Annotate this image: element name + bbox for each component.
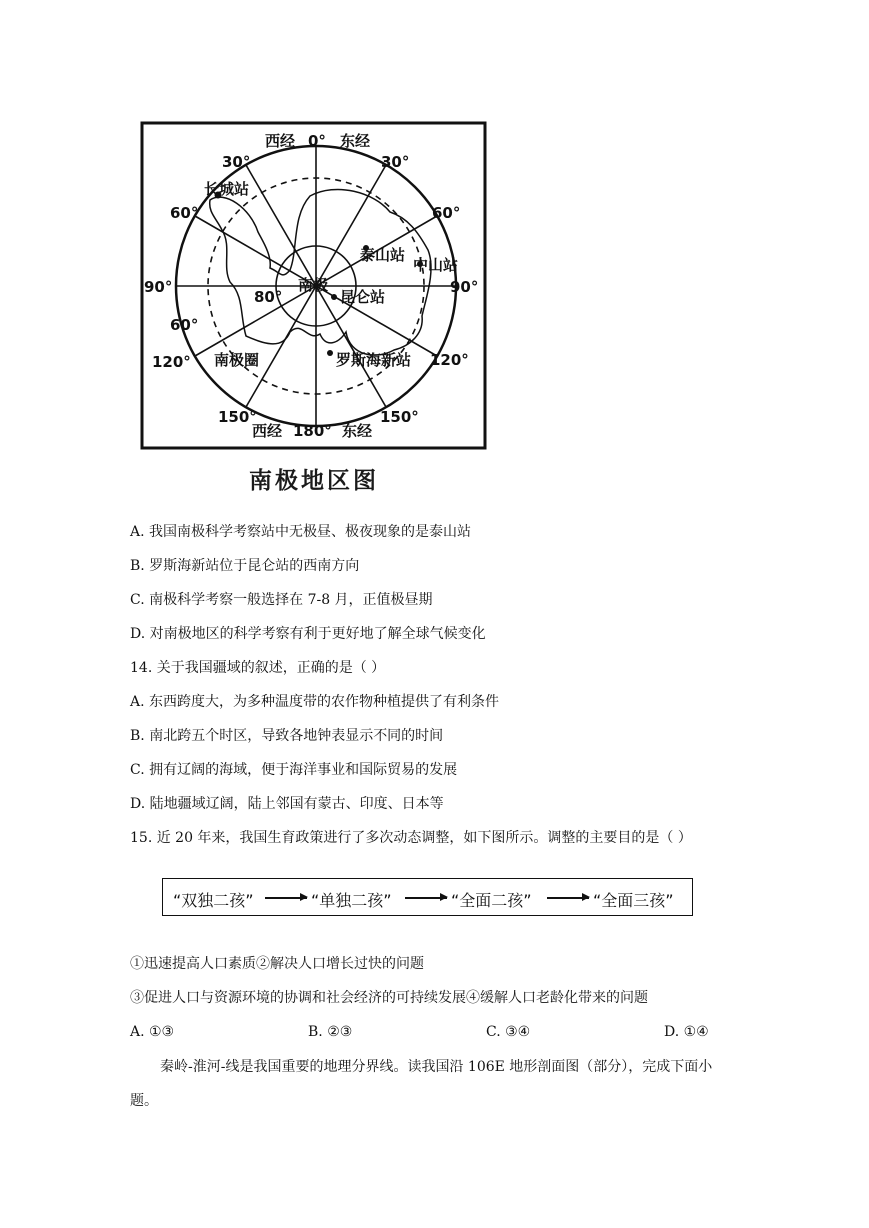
lon90-right-label: 90° (450, 278, 479, 296)
antarctic-circle-label: 南极圈 (214, 351, 260, 369)
flow-step-1: “双独二孩” (173, 891, 254, 910)
flow-step-4: “全面三孩” (593, 891, 674, 910)
q13-option-c: C. 南极科学考察一般选择在 7-8 月，正值极昼期 (130, 592, 433, 608)
lon150-left-label: 150° (218, 408, 257, 426)
q15-statement-1: ①迅速提高人口素质②解决人口增长过快的问题 (130, 956, 424, 972)
lon30-right-label: 30° (381, 153, 410, 171)
q15-option-d: D. ①④ (664, 1024, 709, 1040)
antarctic-map (140, 120, 488, 450)
bottom-east-label: 东经 (342, 422, 373, 440)
lon90-left-label: 90° (144, 278, 173, 296)
q14-option-c: C. 拥有辽阔的海域，便于海洋事业和国际贸易的发展 (130, 762, 458, 778)
section-intro-paragraph: 秦岭-淮河-线是我国重要的地理分界线。读我国沿 106E 地形剖面图（部分），完成下面小题。 (130, 1059, 713, 1109)
q13-option-d: D. 对南极地区的科学考察有利于更好地了解全球气候变化 (130, 626, 486, 642)
flow-arrow-3 (547, 897, 589, 899)
lat80-label: 80° (254, 288, 283, 306)
kunlun-label: 昆仑站 (340, 288, 386, 306)
antarctic-map-svg (140, 120, 488, 450)
q15-option-a: A. ①③ (130, 1024, 175, 1040)
taishan-label: 泰山站 (360, 246, 406, 264)
zhongshan-label: 中山站 (413, 256, 459, 274)
flow-step-3: “全面二孩” (451, 891, 532, 910)
bottom-west-label: 西经 (252, 422, 283, 440)
lon60-left-label: 60° (170, 204, 199, 222)
flow-arrow-2 (405, 897, 447, 899)
lat60-label: 60° (170, 316, 199, 334)
q13-option-a: A. 我国南极科学考察站中无极昼、极夜现象的是泰山站 (130, 524, 472, 540)
q15-stem: 15. 近 20 年来，我国生育政策进行了多次动态调整，如下图所示。调整的主要目的是（ ） (130, 830, 692, 846)
q14-option-b: B. 南北跨五个时区，导致各地钟表显示不同的时间 (130, 728, 444, 744)
q15-option-b: B. ②③ (308, 1024, 353, 1040)
changcheng-label: 长城站 (204, 180, 250, 198)
lon120-right-label: 120° (430, 351, 469, 369)
lon30-left-label: 30° (222, 153, 251, 171)
bottom-lon-label: 180° (293, 422, 332, 440)
q14-option-d: D. 陆地疆域辽阔，陆上邻国有蒙古、印度、日本等 (130, 796, 444, 812)
rosssea-label: 罗斯海新站 (336, 351, 412, 369)
q15-option-c: C. ③④ (486, 1024, 531, 1040)
q15-statement-2: ③促进人口与资源环境的协调和社会经济的可持续发展④缓解人口老龄化带来的问题 (130, 990, 648, 1006)
q14-option-a: A. 东西跨度大，为多种温度带的农作物种植提供了有利条件 (130, 694, 500, 710)
map-caption: 南极地区图 (249, 468, 379, 494)
rosssea-marker (327, 350, 333, 356)
flow-arrow-1 (265, 897, 307, 899)
policy-flow-diagram (162, 878, 693, 916)
lon60-right-label: 60° (432, 204, 461, 222)
q13-option-b: B. 罗斯海新站位于昆仑站的西南方向 (130, 558, 360, 574)
q14-stem: 14. 关于我国疆域的叙述，正确的是（ ） (130, 660, 386, 676)
flow-step-2: “单独二孩” (311, 891, 392, 910)
kunlun-marker (331, 294, 337, 300)
antarctica-outline (210, 189, 431, 355)
top-east-label: 东经 (340, 132, 371, 150)
top-lon-label: 0° (308, 132, 326, 150)
top-west-label: 西经 (265, 132, 296, 150)
pole-label: 南极 (298, 276, 329, 294)
lon150-right-label: 150° (380, 408, 419, 426)
lon120-left-label: 120° (152, 353, 191, 371)
